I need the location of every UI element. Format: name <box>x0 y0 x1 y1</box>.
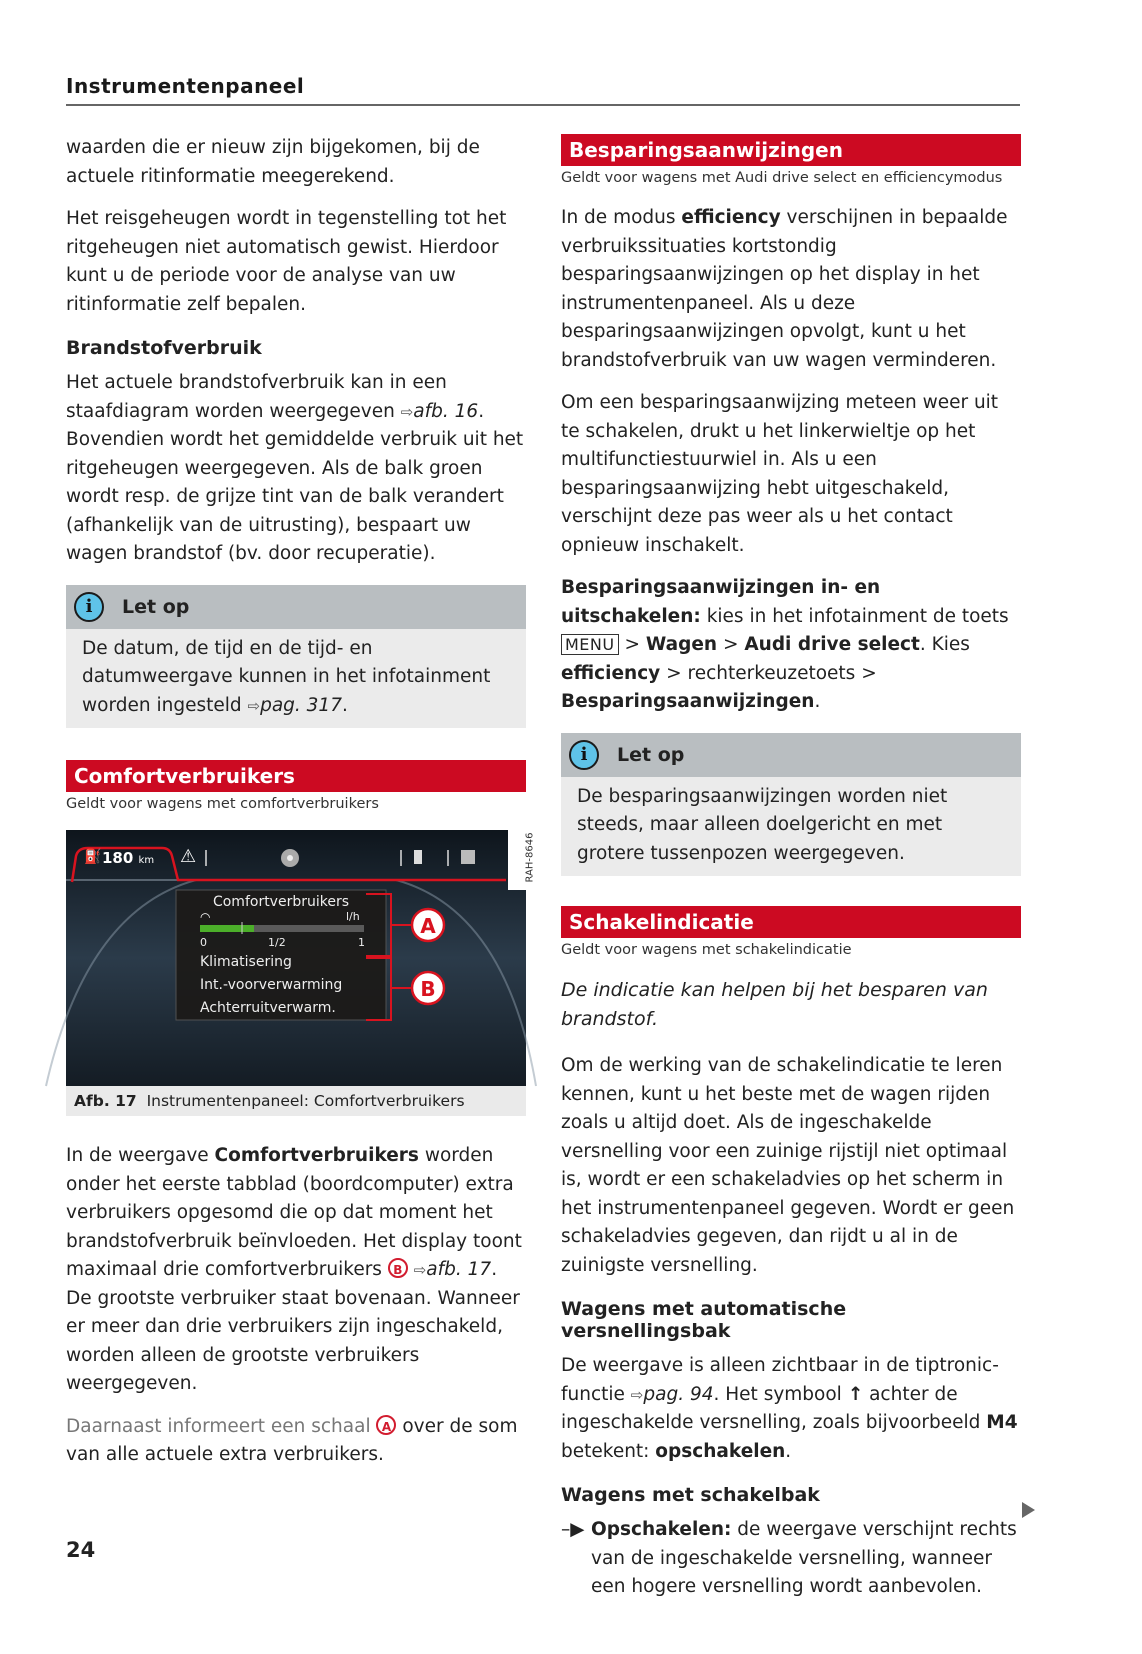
note-title: Let op <box>617 743 685 766</box>
paragraph: Besparingsaanwijzingen in- en uitschakelen: kies in het infotainment de toets MENU > Wagen > Audi drive select. Kies efficiency > rechterkeuzetoets > Besparingsaanwijzingen. <box>561 577 1009 712</box>
scale-mid: 1/2 <box>268 936 286 949</box>
note-body: De datum, de tijd en de tijd- en datumweergave kunnen in het infotainment worden ingesteld ⇨pag. 317. <box>82 637 491 716</box>
consumer-item: Klimatisering <box>200 954 292 970</box>
paragraph: Om een besparingsaanwijzing meteen weer uit te schakelen, drukt u het linkerwieltje op het multifunctiestuurwiel in. Als u een besparingsaanwijzing hebt uitgeschakeld, verschijnt deze pas weer als u het contact opnieuw inschakelt. <box>561 392 999 556</box>
xref-link[interactable]: afb. 16 <box>413 400 479 422</box>
range-value: 180 km <box>102 849 155 867</box>
scale-max: 1 <box>358 936 365 949</box>
paragraph: De weergave is alleen zichtbaar in de tiptronic-functie ⇨pag. 94. Het symbool ↑ achter de ingeschakelde versnelling, zoals bijvoorbeeld M4 betekent: opschakelen. <box>561 1355 1018 1462</box>
callout-a: A <box>420 914 436 938</box>
xref-arrow-icon: ⇨ <box>400 402 414 421</box>
subheading-automatic: Wagens met automatische versnellingsbak <box>561 1298 847 1342</box>
subheading-manual: Wagens met schakelbak <box>561 1484 820 1506</box>
figure-code: RAH-8646 <box>524 832 536 883</box>
paragraph: Om de werking van de schakelindicatie te leren kennen, kunt u het beste met de wagen rijden zoals u altijd doet. Als de ingeschakelde versnelling voor een zuinige rijstijl niet optimaal is, wordt er een schakeladvies op het scherm in het instrumentenpaneel gegeven. Wordt er geen schakeladvies gegeven, dan rijdt u al in de zuinigste versnelling. <box>561 1055 1015 1276</box>
upshift-triangle-icon: ▶ <box>570 1519 585 1540</box>
warning-icon: ⚠ <box>180 846 197 867</box>
consumer-item: Achterruitverwarm. <box>200 1000 336 1016</box>
paragraph: waarden die er nieuw zijn bijgekomen, bij de actuele ritinformatie meegerekend. <box>66 137 480 187</box>
comfort-consumer-icon: ◠ <box>200 910 211 924</box>
intro-text: De indicatie kan helpen bij het besparen van brandstof. <box>561 979 988 1030</box>
paragraph: Het reisgeheugen wordt in tegenstelling tot het ritgeheugen niet automatisch gewist. Hierdoor kunt u de periode voor de analyse van uw ritinformatie zelf bepalen. <box>66 208 507 315</box>
section-applicability: Geldt voor wagens met comfortverbruikers <box>66 796 379 812</box>
paragraph: In de modus efficiency verschijnen in bepaalde verbruikssituaties kortstondig besparingsaanwijzingen op het display in het instrumentenpaneel. Als u deze besparingsaanwijzingen opvolgt, kunt u het brandstofverbruik van uw wagen verminderen. <box>561 207 1008 371</box>
xref-arrow-icon: ⇨ <box>247 696 261 715</box>
note-box <box>66 585 526 729</box>
note-header <box>66 585 526 629</box>
paragraph: In de weergave Comfortverbruikers worden onder het eerste tabblad (boordcomputer) extra verbruikers opgesomd die op dat moment het brandstofverbruik beïnvloeden. Het display toont maximaal drie comfortverbruikers B ⇨afb. 17. De grootste verbruiker staat bovenaan. Wanneer er meer dan drie verbruikers zijn ingeschakeld, worden alleen de grootste verbruikers weergegeven. <box>66 1145 522 1394</box>
xref-link[interactable]: pag. 317 <box>260 694 342 716</box>
panel-title: Comfortverbruikers <box>212 894 350 910</box>
section-title-schakelindicatie: Schakelindicatie <box>561 906 1021 938</box>
xref-link[interactable]: afb. 17 <box>426 1259 492 1280</box>
callout-b-icon: B <box>388 1258 408 1278</box>
figure-17 <box>66 830 536 1116</box>
section-applicability: Geldt voor wagens met schakelindicatie <box>561 942 852 958</box>
note-box <box>561 733 1021 877</box>
xref-arrow-icon: ⇨ <box>630 1385 644 1404</box>
instrument-cluster-image <box>66 830 536 1086</box>
scale-min: 0 <box>200 936 207 949</box>
fuel-pump-icon: ⛽ <box>84 849 102 865</box>
right-column <box>561 134 1021 1602</box>
menu-key: MENU <box>561 634 619 655</box>
xref-arrow-icon: ⇨ <box>413 1261 427 1279</box>
paragraph: Daarnaast informeert een schaal A over de som van alle actuele extra verbruikers. <box>66 1415 518 1465</box>
xref-link[interactable]: pag. 94 <box>643 1383 714 1405</box>
section-title-comfortverbruikers: Comfortverbruikers <box>66 760 526 792</box>
info-icon: i <box>569 740 599 770</box>
continue-arrow-icon <box>1022 1502 1035 1518</box>
note-body: De besparingsaanwijzingen worden niet steeds, maar alleen doelgericht en met grotere tussenpozen weergegeven. <box>577 785 948 864</box>
bullet-marker: –▶ <box>561 1519 585 1540</box>
page-number: 24 <box>66 1538 96 1562</box>
callout-b: B <box>420 977 436 1001</box>
section-title-besparingsaanwijzingen: Besparingsaanwijzingen <box>561 134 1021 166</box>
upshift-arrow-icon: ↑ <box>847 1383 864 1405</box>
left-column <box>66 134 536 1484</box>
subheading-brandstofverbruik: Brandstofverbruik <box>66 337 262 359</box>
callout-a-icon: A <box>376 1415 396 1435</box>
consumer-item: Int.-voorverwarming <box>200 977 343 993</box>
section-applicability: Geldt voor wagens met Audi drive select en efficiencymodus <box>561 170 1003 186</box>
paragraph: Het actuele brandstofverbruik kan in een staafdiagram worden weergegeven ⇨afb. 16. Bovendien wordt het gemiddelde verbruik uit het ritgeheugen weergegeven. Als de balk groen wordt resp. de grijze tint van de balk verandert (afhankelijk van de uitrusting), bespaart uw wagen brandstof (bv. door recuperatie). <box>66 372 524 564</box>
note-header <box>561 733 1021 777</box>
note-title: Let op <box>122 595 190 618</box>
chapter-title: Instrumentenpaneel <box>66 74 305 98</box>
info-icon: i <box>74 592 104 622</box>
list-item: –▶ Opschakelen: de weergave verschijnt rechts van de ingeschakelde versnelling, wanneer een hogere versnelling wordt aanbevolen. <box>561 1516 1021 1602</box>
unit-label: l/h <box>346 910 360 923</box>
figure-caption: Afb. 17 Instrumentenpaneel: Comfortverbruikers <box>74 1092 465 1110</box>
running-header <box>66 74 1020 106</box>
